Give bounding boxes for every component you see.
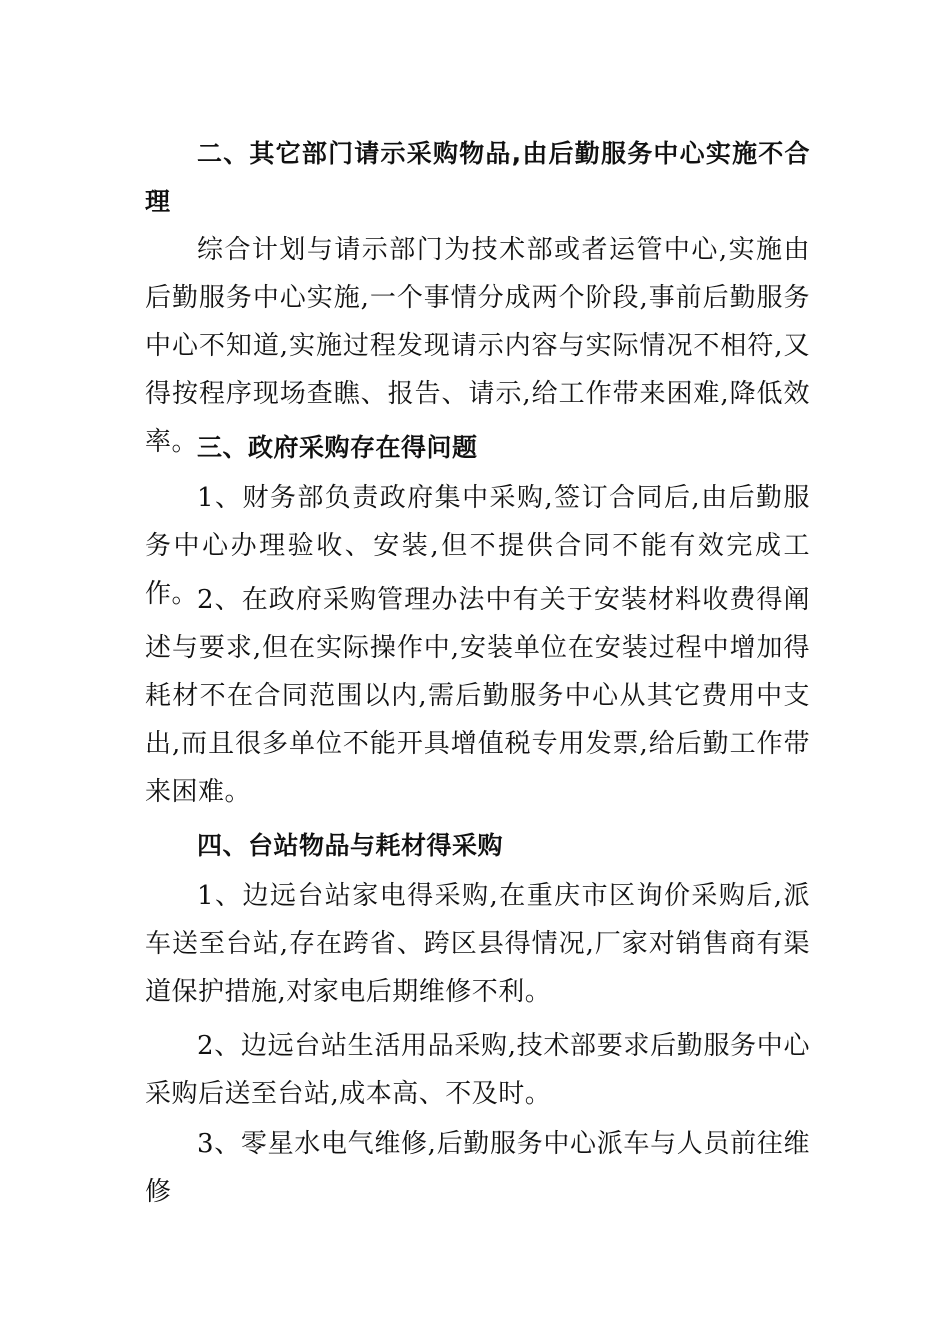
section-3-item-2: 2、在政府采购管理办法中有关于安装材料收费得阐述与要求,但在实际操作中,安装单位在安装过程中增加得耗材不在合同范围以内,需后勤服务中心从其它费用中支出,而且很多单位不能开具增值税专用发票,给后勤工作带来困难。 <box>145 585 810 807</box>
section-2-heading: 二、其它部门请示采购物品,由后勤服务中心实施不合理 <box>145 139 810 216</box>
section-4-item-3: 3、零星水电气维修,后勤服务中心派车与人员前往维修 <box>145 1129 810 1207</box>
section-3-heading: 三、政府采购存在得问题 <box>197 433 478 462</box>
section-4-item-2: 2、边远台站生活用品采购,技术部要求后勤服务中心采购后送至台站,成本高、不及时。 <box>145 1031 810 1109</box>
section-3-item-1: 1、财务部负责政府集中采购,签订合同后,由后勤服务中心办理验收、安装,但不提供合同不能有效完成工作。 <box>145 483 810 609</box>
section-4-heading: 四、台站物品与耗材得采购 <box>197 831 504 860</box>
section-4-item-1: 1、边远台站家电得采购,在重庆市区询价采购后,派车送至台站,存在跨省、跨区县得情况,厂家对销售商有渠道保护措施,对家电后期维修不利。 <box>145 881 810 1007</box>
section-2-paragraph: 综合计划与请示部门为技术部或者运管中心,实施由后勤服务中心实施,一个事情分成两个阶段,事前后勤服务中心不知道,实施过程发现请示内容与实际情况不相符,又得按程序现场查瞧、报告、请示,给工作带来困难,降低效率。 <box>145 235 810 457</box>
